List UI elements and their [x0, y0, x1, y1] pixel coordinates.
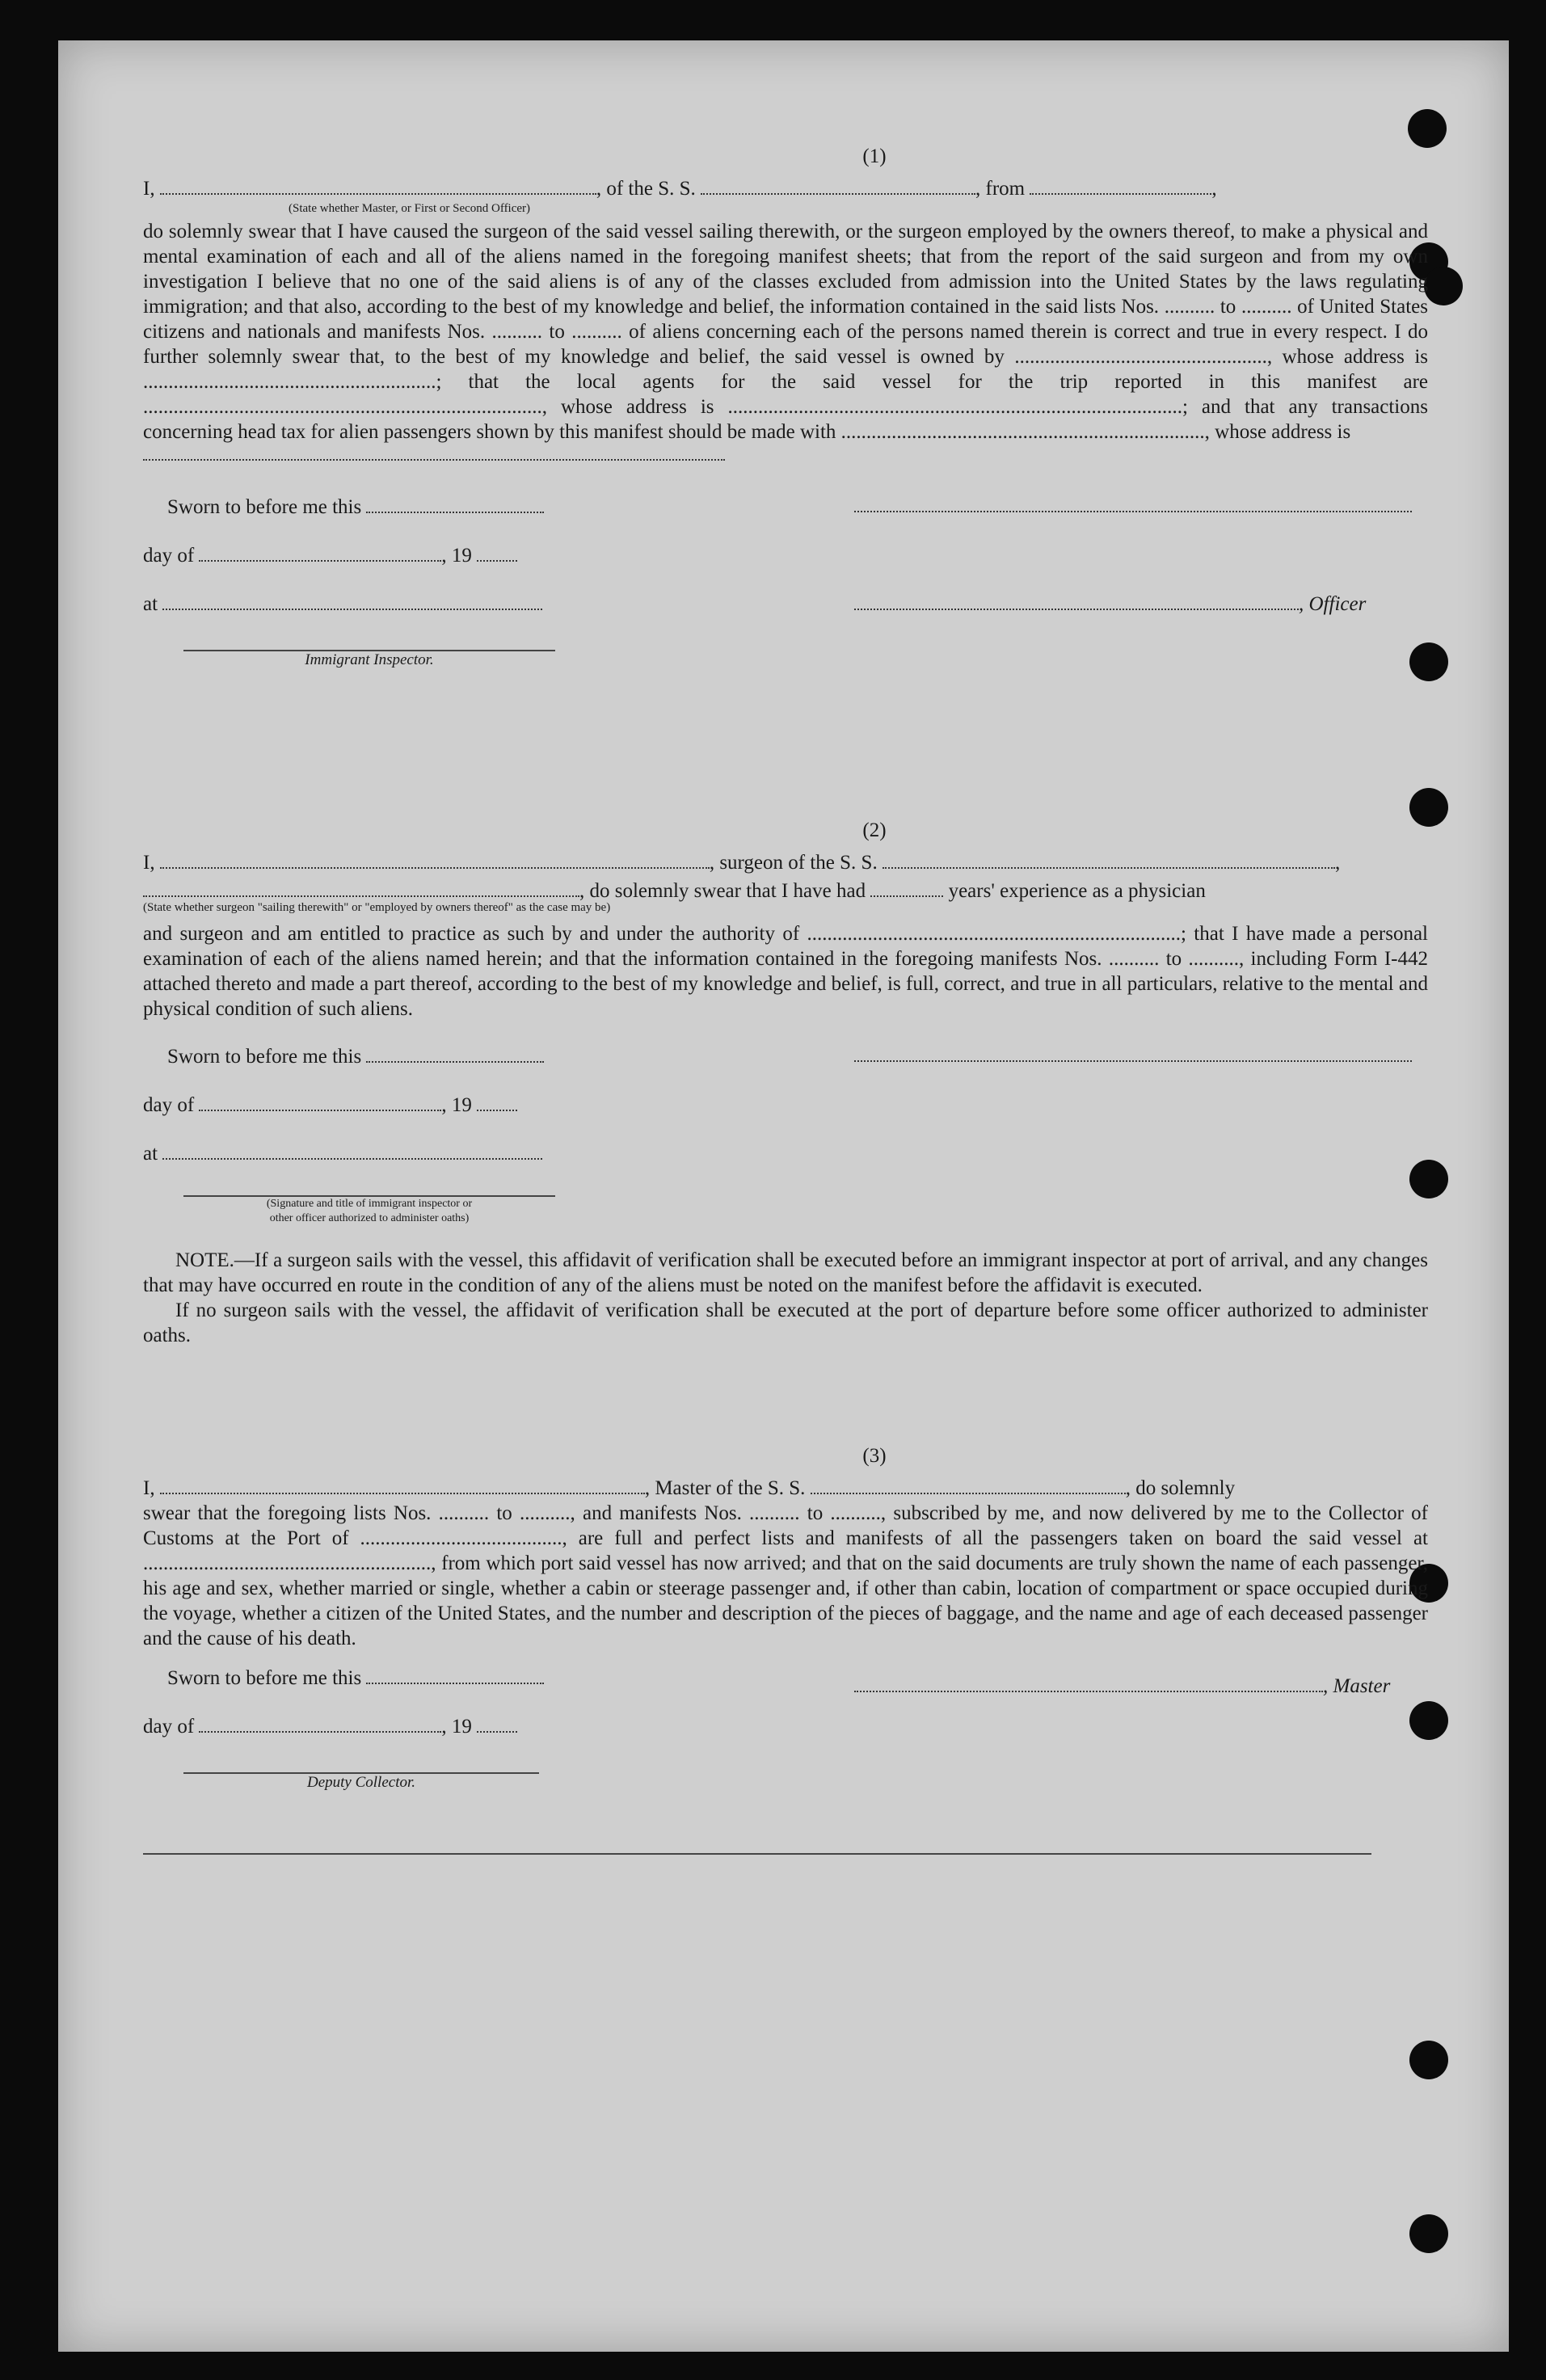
- surgeon-name-field[interactable]: [160, 853, 710, 869]
- departure-field[interactable]: [1030, 179, 1211, 195]
- officer-label: , Officer: [1299, 593, 1367, 615]
- surgeon-caption: (State whether surgeon "sailing therewith" or "employed by owners thereof" as the case may be): [143, 901, 611, 914]
- master-name-field[interactable]: [160, 1478, 645, 1494]
- signature-caption: (Signature and title of immigrant inspector or other officer authorized to administer oaths): [266, 1198, 473, 1224]
- note-text: NOTE.—If a surgeon sails with the vessel, this affidavit of verification shall be executed before an immigrant inspector at port of arrival, and any changes that may have occurred en route in the condition of any of the aliens must be noted on the manifest before the affidavit is executed.: [143, 1249, 1428, 1296]
- binder-hole: [1408, 109, 1447, 148]
- vessel-field[interactable]: [701, 179, 975, 195]
- affidavit-surgeon: (2) I, , surgeon of the S. S. , , do solemnly swear that I have had years' experience as a physician (State whether surgeon "sailing therewith" or "employed by owners thereof" as the case may be) and surgeon and am entitled to practice as such by and under the authority of ..........................................................................; that I have made a personal examination of each of the aliens named herein; and that the information contained in the foregoing manifests Nos. .......... to .........., including Form I-442 attached thereto and made a part thereof, according to the best of my knowledge and belief, is full, correct, and true in all particulars, relative to the mental and physical condition of such aliens. Sworn to before me this day of , 19 at (Signature and title of immigrant inspector or other officer authorized to administer oaths) NOTE.—If a surgeon sails with the vessel, this affidavit of verification shall be executed before an immigrant inspector at port of arrival, and any changes that may have occurred en route in the condition of any of the aliens must be noted on the manifest before the affidavit is executed. If no surgeon sails with the vessel, the affidavit of verification shall be executed at the port of departure before some officer authorized to administer oaths.: [143, 819, 1428, 1346]
- collector-caption: Deputy Collector.: [306, 1774, 416, 1791]
- affidavit-master: (1) I, , of the S. S. , from , (State whether Master, or First or Second Officer) do solemnly swear that I have caused the surgeon of the said vessel sailing therewith, or the surgeon employed by the owners thereof, to make a physical and mental examination of each and all of the aliens named in the foregoing manifest sheets; that from the report of the said surgeon and from my own investigation I believe that no one of the said aliens is of any of the classes excluded from admission into the United States by the laws regulating immigration; and that also, according to the best of my knowledge and belief, the information contained in the said lists Nos. .......... to .......... of United States citizens and nationals and manifests Nos. .......... to .......... of aliens concerning each of the persons named therein is correct and true in every respect. I do further solemnly swear that, to the best of my knowledge and belief, the said vessel is owned by .................................................., whose address is ..........................................................; that the local agents for the said vessel for the trip reported in this manifest are ..............................................................................., whose address is ..........................................................................................; and that any transactions concerning head tax for alien passengers shown by this manifest should be made with ........................................................................, whose address is Sworn to before me this day of , 19 at Immigrant Inspector. , Officer: [143, 145, 1428, 668]
- affidavit-master-arrival: (3) I, , Master of the S. S. , do solemnly swear that the foregoing lists Nos. .......... to .........., and manifests Nos. .......... to .........., subscribed by me, and now delivered by me to the Collector of Customs at the Port of ........................................, are full and perfect lists and manifests of all the passengers taken on board the said vessel at ........................................................., from which port said vessel has now arrived; and that on the said documents are truly shown the name of each passenger, his age and sex, whether married or single, whether a cabin or steerage passenger and, if other than cabin, location of compartment or space occupied during the voyage, whether a citizen of the United States, and the number and description of the pieces of baggage, and the name and age of each deceased passenger and the cause of his death. Sworn to before me this day of , 19 Deputy Collector. , Master: [143, 1445, 1428, 1855]
- name-field[interactable]: [160, 179, 596, 195]
- inspector-caption: Immigrant Inspector.: [305, 651, 434, 668]
- binder-hole: [1409, 2041, 1448, 2079]
- whose-address-line: [143, 444, 1428, 472]
- bottom-rule: [143, 1853, 1371, 1855]
- surgeon-oath-text: and surgeon and am entitled to practice as such by and under the authority of ..........................................................................; that I have made a personal examination of each of the aliens named herein; and that the information contained in the foregoing manifests Nos. .......... to .........., including Form I-442 attached thereto and made a part thereof, according to the best of my knowledge and belief, is full, correct, and true in all particulars, relative to the mental and physical condition of such aliens.: [143, 923, 1428, 1020]
- manifest-page: [58, 40, 1509, 2352]
- section-number: (1): [862, 145, 887, 167]
- master-declaration-line: I, , of the S. S. , from ,: [143, 178, 1217, 200]
- binder-hole: [1424, 267, 1463, 305]
- note-text-2: If no surgeon sails with the vessel, the affidavit of verification shall be executed at the port of departure before some officer authorized to administer oaths.: [143, 1300, 1428, 1346]
- master-arrival-oath-text: swear that the foregoing lists Nos. .......... to .........., and manifests Nos. .......... to .........., subscribed by me, and now delivered by me to the Collector of Customs at the Port of ........................................, are full and perfect lists and manifests of all the passengers taken on board the said vessel at ........................................................., from which port said vessel has now arrived; and that on the said documents are truly shown the name of each passenger, his age and sex, whether married or single, whether a cabin or steerage passenger and, if other than cabin, location of compartment or space occupied during the voyage, whether a citizen of the United States, and the number and description of the pieces of baggage, and the name and age of each deceased passenger and the cause of his death.: [143, 1502, 1428, 1649]
- section-number: (3): [862, 1445, 887, 1467]
- master-caption: (State whether Master, or First or Second Officer): [289, 202, 531, 215]
- master-oath-text: do solemnly swear that I have caused the surgeon of the said vessel sailing therewith, or the surgeon employed by the owners thereof, to make a physical and mental examination of each and all of the aliens named in the foregoing manifest sheets; that from the report of the said surgeon and from my own investigation I believe that no one of the said aliens is of any of the classes excluded from admission into the United States by the laws regulating immigration; and that also, according to the best of my knowledge and belief, the information contained in the said lists Nos. .......... to .......... of United States citizens and nationals and manifests Nos. .......... to .......... of aliens concerning each of the persons named therein is correct and true in every respect. I do further solemnly swear that, to the best of my knowledge and belief, the said vessel is owned by .................................................., whose address is ..........................................................; that the local agents for the said vessel for the trip reported in this manifest are ..............................................................................., whose address is ..........................................................................................; and that any transactions concerning head tax for alien passengers shown by this manifest should be made with ........................................................................, whose address is: [143, 221, 1428, 443]
- master-label: , Master: [1323, 1675, 1391, 1697]
- affidavits: [143, 145, 1428, 1855]
- binder-hole: [1409, 2214, 1448, 2253]
- section-number: (2): [862, 819, 887, 841]
